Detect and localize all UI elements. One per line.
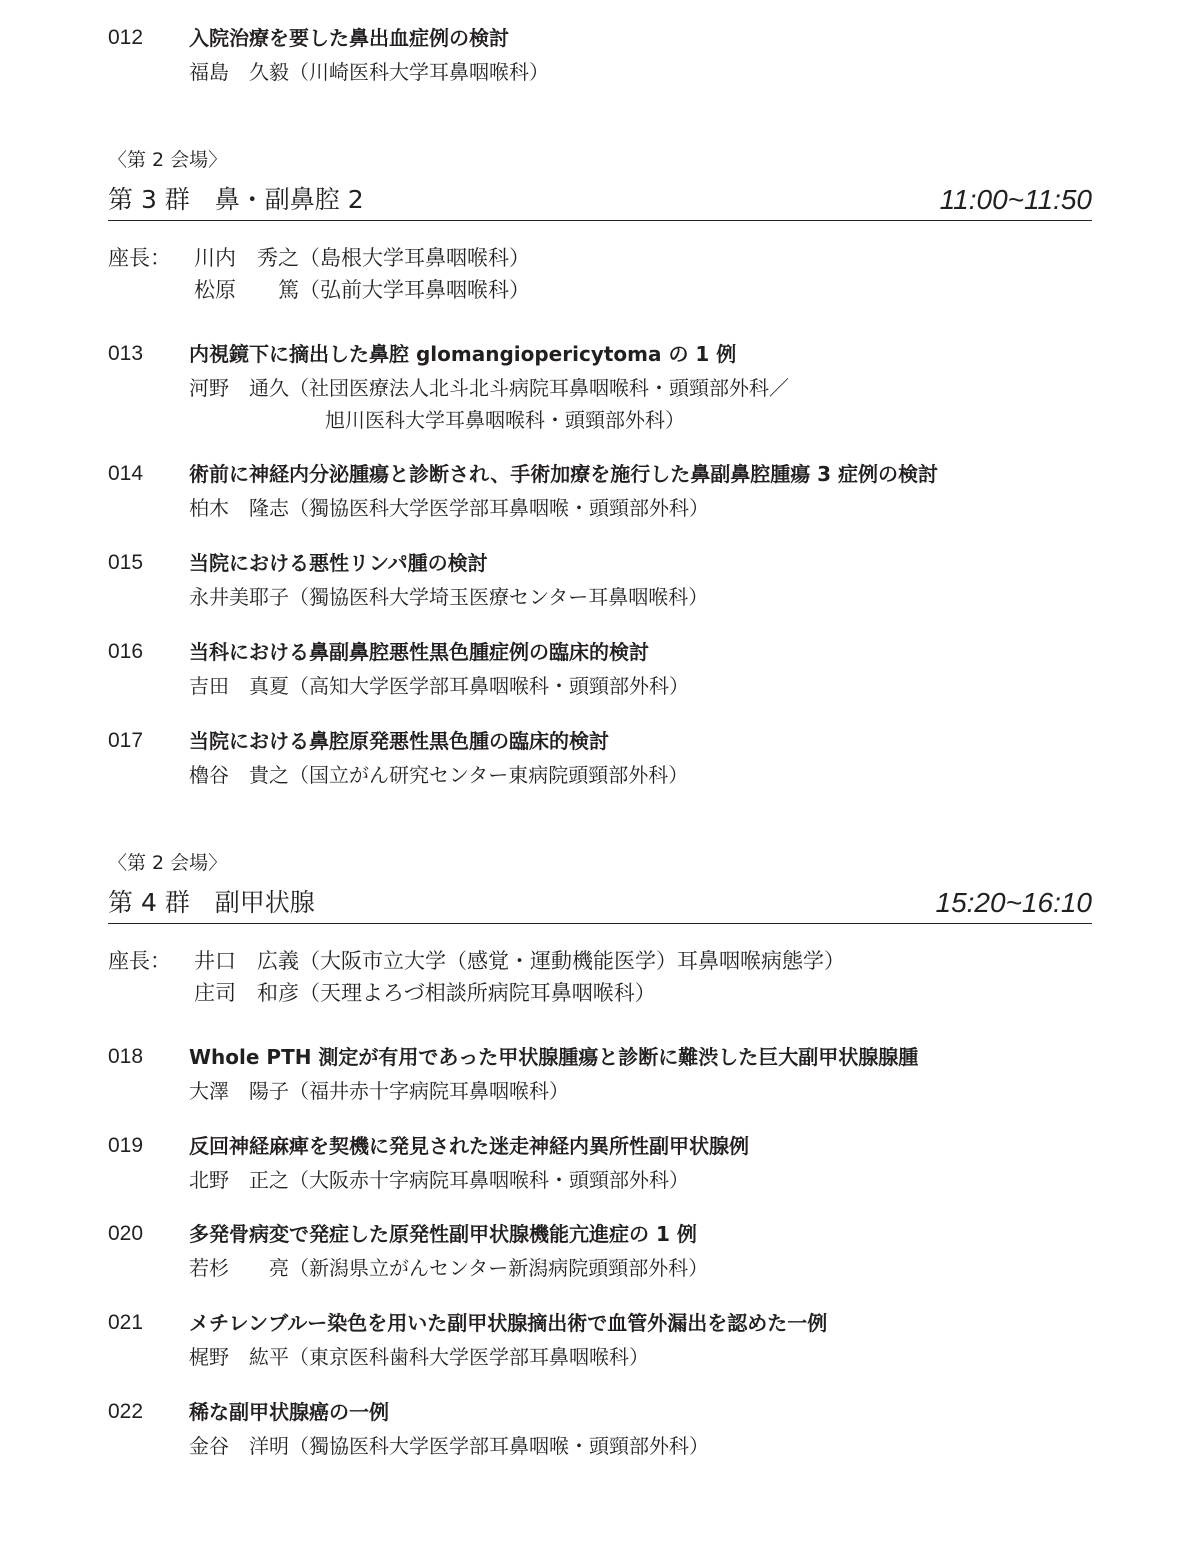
chairperson: 松原 篤（弘前大学耳鼻咽喉科） [194,278,530,302]
presentation-number: 013 [108,342,144,365]
presentation-number: 021 [108,1311,144,1334]
group-header-3 [108,184,1092,221]
presentation-title: Whole PTH 測定が有用であった甲状腺腫瘍と診断に難渋した巨大副甲状腺腺腫 [189,1045,919,1069]
presentation-title: 反回神経麻痺を契機に発見された迷走神経内異所性副甲状腺例 [189,1134,749,1158]
presentation-number: 020 [108,1222,144,1245]
presentation-author: 金谷 洋明（獨協医科大学医学部耳鼻咽喉・頭頸部外科） [189,1434,709,1458]
group-time: 15:20~16:10 [935,887,1092,918]
chairpersons-4 [108,947,1108,1011]
chairperson: 庄司 和彦（天理よろづ相談所病院耳鼻咽喉科） [194,981,656,1005]
presentation-author: 大澤 陽子（福井赤十字病院耳鼻咽喉科） [189,1079,569,1103]
chair-label: 座長： [108,949,171,973]
presentation-title: 稀な副甲状腺癌の一例 [189,1400,389,1424]
presentation-title: 当院における鼻腔原発悪性黒色腫の臨床的検討 [189,729,609,753]
presentation-author: 北野 正之（大阪赤十字病院耳鼻咽喉科・頭頸部外科） [189,1168,689,1192]
presentation-author: 梶野 紘平（東京医科歯科大学医学部耳鼻咽喉科） [189,1345,649,1369]
chair-label: 座長： [108,246,171,270]
group-header-4 [108,887,1092,924]
presentation-author-affiliation-cont: 旭川医科大学耳鼻咽喉科・頭頸部外科） [325,408,685,432]
presentation-title: 当院における悪性リンパ腫の検討 [189,551,488,575]
presentation-author: 若杉 亮（新潟県立がんセンター新潟病院頭頸部外科） [189,1256,709,1280]
group-time: 11:00~11:50 [939,184,1092,215]
venue-label: 〈第 2 会場〉 [108,149,228,171]
presentation-number: 014 [108,462,144,485]
presentation-author: 柏木 隆志（獨協医科大学医学部耳鼻咽喉・頭頸部外科） [189,496,709,520]
presentation-number: 018 [108,1045,144,1068]
presentation-author: 河野 通久（社団医療法人北斗北斗病院耳鼻咽喉科・頭頸部外科／ [189,376,789,400]
presentation-number: 015 [108,551,144,574]
group-title: 第 3 群 鼻・副鼻腔 2 [108,185,364,214]
presentation-number: 012 [108,26,144,49]
chairperson: 井口 広義（大阪市立大学（感覚・運動機能医学）耳鼻咽喉病態学） [194,949,845,973]
presentation-title: 多発骨病変で発症した原発性副甲状腺機能亢進症の 1 例 [189,1222,697,1246]
chairperson: 川内 秀之（島根大学耳鼻咽喉科） [194,246,530,270]
presentation-number: 017 [108,729,144,752]
group-title: 第 4 群 副甲状腺 [108,888,315,917]
presentation-title: 入院治療を要した鼻出血症例の検討 [189,26,509,50]
presentation-title: 内視鏡下に摘出した鼻腔 glomangiopericytoma の 1 例 [189,342,737,366]
presentation-number: 022 [108,1400,144,1423]
presentation-title: 当科における鼻副鼻腔悪性黒色腫症例の臨床的検討 [189,640,649,664]
venue-label: 〈第 2 会場〉 [108,852,228,874]
presentation-author: 福島 久毅（川崎医科大学耳鼻咽喉科） [189,60,549,84]
presentation-number: 016 [108,640,144,663]
presentation-number: 019 [108,1134,144,1157]
presentation-author: 永井美耶子（獨協医科大学埼玉医療センター耳鼻咽喉科） [189,585,709,609]
presentation-title: 術前に神経内分泌腫瘍と診断され、手術加療を施行した鼻副鼻腔腫瘍 3 症例の検討 [189,462,939,486]
presentation-author: 吉田 真夏（高知大学医学部耳鼻咽喉科・頭頸部外科） [189,674,689,698]
presentation-author: 櫓谷 貴之（国立がん研究センター東病院頭頸部外科） [189,763,689,787]
presentation-title: メチレンブルー染色を用いた副甲状腺摘出術で血管外漏出を認めた一例 [189,1311,828,1335]
chairpersons-3 [108,244,1108,308]
